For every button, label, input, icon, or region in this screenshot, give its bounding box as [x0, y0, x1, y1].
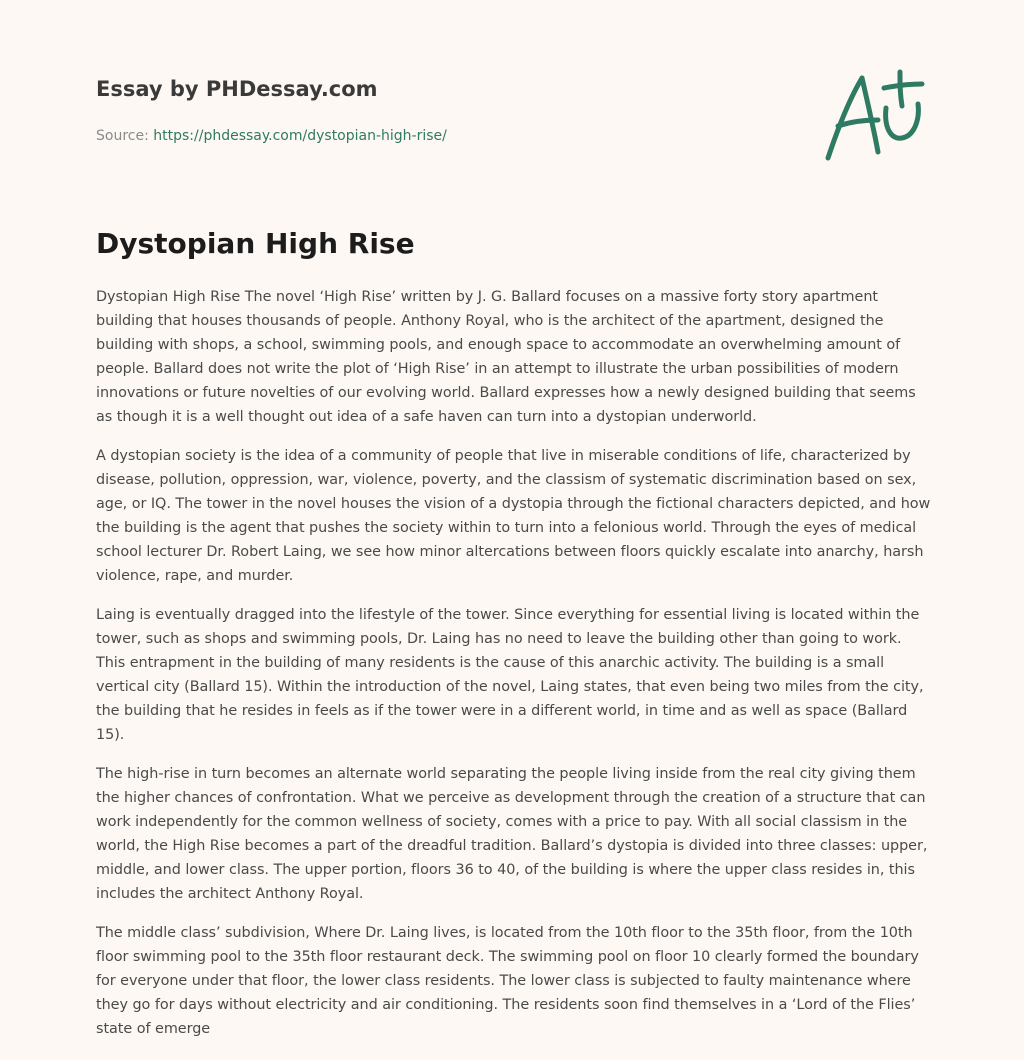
essay-body	[96, 285, 932, 1056]
essay-header	[96, 72, 796, 146]
essay-paragraph: Dystopian High Rise The novel ‘High Rise’ written by J. G. Ballard focuses on a massive forty story apartment building that houses thousands of people. Anthony Royal, who is the architect of the apartment, designed the building with shops, a school, swimming pools, and enough space to accommodate an overwhelming amount of people. Ballard does not write the plot of ‘High Rise’ in an attempt to illustrate the urban possibilities of modern innovations or future novelties of our evolving world. Ballard expresses how a newly designed building that seems as though it is a well thought out idea of a safe haven can turn into a dystopian underworld.	[96, 289, 916, 425]
source-label: Source:	[96, 128, 149, 144]
essay-paragraph: The high-rise in turn becomes an alternate world separating the people living inside from the real city giving them the higher chances of confrontation. What we perceive as development through the creation of a structure that can work independently for the common wellness of society, comes with a price to pay. With all social classism in the world, the High Rise becomes a part of the dreadful tradition. Ballard’s dystopia is divided into three classes: upper, middle, and lower class. The upper portion, floors 36 to 40, of the building is where the upper class resides in, this includes the architect Anthony Royal.	[96, 766, 928, 902]
source-link[interactable]: https://phdessay.com/dystopian-high-rise/	[153, 128, 447, 144]
a-plus-logo-icon	[818, 64, 930, 168]
essay-paragraph: Laing is eventually dragged into the lifestyle of the tower. Since everything for essential living is located within the tower, such as shops and swimming pools, Dr. Laing has no need to leave the building other than going to work. This entrapment in the building of many residents is the cause of this anarchic activity. The building is a small vertical city (Ballard 15). Within the introduction of the novel, Laing states, that even being two miles from the city, the building that he resides in feels as if the tower were in a different world, in time and as well as space (Ballard 15).	[96, 607, 924, 743]
site-brand: Essay by PHDessay.com	[96, 77, 378, 101]
source-line	[96, 126, 796, 146]
essay-paragraph: A dystopian society is the idea of a community of people that live in miserable conditions of life, characterized by disease, pollution, oppression, war, violence, poverty, and the classism of systematic discrimination based on sex, age, or IQ. The tower in the novel houses the vision of a dystopia through the fictional characters depicted, and how the building is the agent that pushes the society within to turn into a felonious world. Through the eyes of medical school lecturer Dr. Robert Laing, we see how minor altercations between floors quickly escalate into anarchy, harsh violence, rape, and murder.	[96, 448, 931, 584]
essay-paragraph: The middle class’ subdivision, Where Dr. Laing lives, is located from the 10th floor to the 35th floor, from the 10th floor swimming pool to the 35th floor restaurant deck. The swimming pool on floor 10 clearly formed the boundary for everyone under that floor, the lower class residents. The lower class is subjected to faulty maintenance where they go for days without electricity and air conditioning. The residents soon find themselves in a ‘Lord of the Flies’ state of emerge	[96, 925, 919, 1037]
essay-title: Dystopian High Rise	[96, 227, 415, 260]
